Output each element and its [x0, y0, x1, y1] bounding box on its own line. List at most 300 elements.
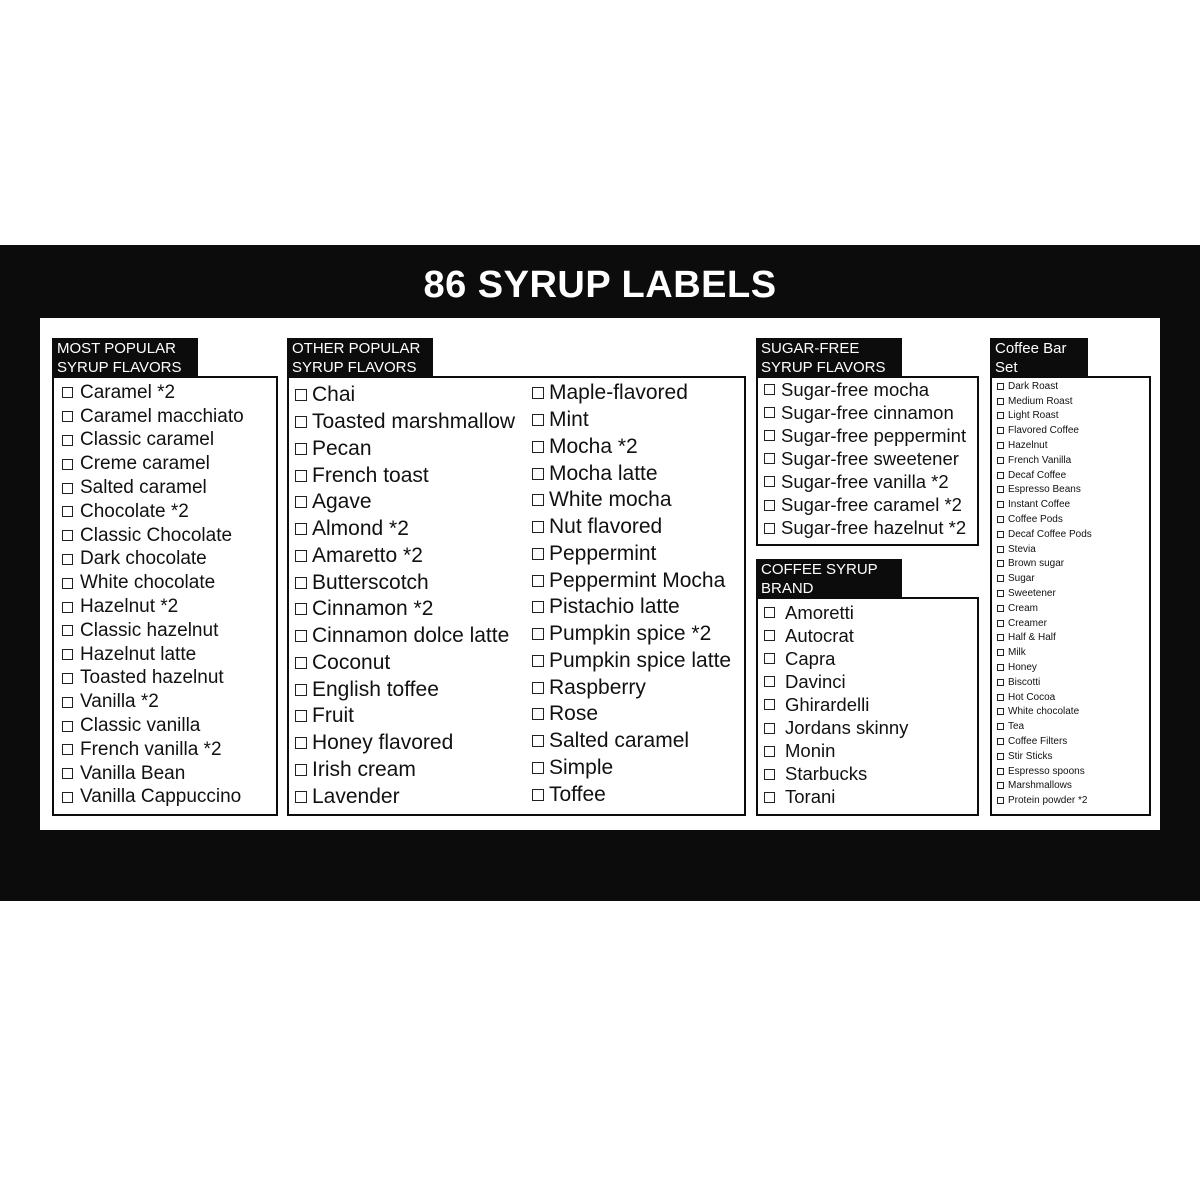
- checkbox-icon[interactable]: [997, 738, 1004, 745]
- header-line: COFFEE SYRUP: [761, 561, 878, 578]
- checkbox-icon[interactable]: [997, 531, 1004, 538]
- checkbox-icon[interactable]: [997, 768, 1004, 775]
- checkbox-icon[interactable]: [997, 398, 1004, 405]
- list-item: [295, 783, 515, 810]
- item-label: Caramel *2: [80, 381, 176, 403]
- checkbox-icon[interactable]: [295, 577, 307, 589]
- list-item: [295, 757, 515, 784]
- header-line: Set: [995, 359, 1018, 376]
- header-line: SYRUP FLAVORS: [292, 359, 417, 376]
- item-label: Creamer: [1008, 617, 1047, 629]
- header-line: MOST POPULAR: [57, 340, 176, 357]
- checkbox-icon[interactable]: [295, 496, 307, 508]
- item-label: Vanilla Bean: [80, 762, 186, 784]
- checkbox-icon[interactable]: [62, 649, 73, 660]
- list-item: [764, 624, 908, 647]
- header-line: Coffee Bar: [995, 340, 1067, 357]
- list-item: [764, 378, 966, 401]
- item-label: Capra: [785, 647, 836, 669]
- coffee-bar-header: [990, 338, 1088, 378]
- list-item: [764, 670, 908, 693]
- item-label: Fruit: [312, 704, 354, 728]
- item-label: Classic vanilla: [80, 715, 201, 737]
- item-label: Instant Coffee: [1008, 499, 1071, 511]
- list-item: [532, 541, 731, 568]
- header-line: SUGAR-FREE: [761, 340, 860, 357]
- checkbox-icon[interactable]: [532, 575, 544, 587]
- item-label: Milk: [1008, 647, 1026, 659]
- checkbox-icon[interactable]: [997, 427, 1004, 434]
- list-item: [997, 734, 1092, 749]
- list-item: [532, 755, 731, 782]
- checkbox-icon[interactable]: [997, 797, 1004, 804]
- checkbox-icon[interactable]: [62, 483, 73, 494]
- list-item: [997, 527, 1092, 542]
- item-label: Caramel macchiato: [80, 405, 244, 427]
- item-label: Dark Roast: [1008, 380, 1059, 392]
- list-item: [295, 543, 515, 570]
- item-label: Almond *2: [312, 517, 409, 541]
- other-popular-header: [287, 338, 433, 378]
- item-label: Coffee Filters: [1008, 736, 1068, 748]
- list-item: [295, 489, 515, 516]
- item-label: Brown sugar: [1008, 558, 1065, 570]
- item-label: French vanilla *2: [80, 738, 222, 760]
- list-item: [764, 786, 908, 809]
- item-label: Hot Cocoa: [1008, 691, 1056, 703]
- checkbox-icon[interactable]: [997, 412, 1004, 419]
- list-item: [997, 453, 1092, 468]
- list-item: [997, 779, 1092, 794]
- item-label: Espresso spoons: [1008, 765, 1085, 777]
- list-item: [62, 595, 244, 619]
- list-item: [764, 447, 966, 470]
- item-label: Toasted marshmallow: [312, 410, 516, 434]
- checkbox-icon[interactable]: [997, 605, 1004, 612]
- checkbox-icon[interactable]: [997, 753, 1004, 760]
- list-item: [295, 676, 515, 703]
- list-item: [62, 524, 244, 548]
- list-item: [532, 567, 731, 594]
- list-item: [532, 781, 731, 808]
- checkbox-icon[interactable]: [62, 792, 73, 803]
- checkbox-icon[interactable]: [62, 625, 73, 636]
- item-label: Sugar-free caramel *2: [781, 494, 962, 516]
- checkbox-icon[interactable]: [764, 384, 775, 395]
- list-item: [532, 407, 731, 434]
- list-item: [532, 380, 731, 407]
- item-label: Sugar-free hazelnut *2: [781, 517, 967, 539]
- item-label: Cinnamon dolce latte: [312, 624, 510, 648]
- list-item: [997, 616, 1092, 631]
- list-item: [997, 423, 1092, 438]
- checkbox-icon[interactable]: [295, 764, 307, 776]
- list-item: [295, 596, 515, 623]
- list-item: [532, 514, 731, 541]
- checkbox-icon[interactable]: [997, 486, 1004, 493]
- list-item: [532, 674, 731, 701]
- checkbox-icon[interactable]: [997, 516, 1004, 523]
- header-line: BRAND: [761, 580, 814, 597]
- list-item: [764, 517, 966, 540]
- brand-list: [764, 601, 908, 809]
- list-item: [997, 571, 1092, 586]
- checkbox-icon[interactable]: [532, 682, 544, 694]
- checkbox-icon[interactable]: [997, 560, 1004, 567]
- checkbox-icon[interactable]: [764, 746, 775, 757]
- list-item: [997, 675, 1092, 690]
- list-item: [764, 763, 908, 786]
- checkbox-icon[interactable]: [997, 649, 1004, 656]
- item-label: Monin: [785, 740, 836, 762]
- item-label: French toast: [312, 463, 429, 487]
- checkbox-icon[interactable]: [764, 723, 775, 734]
- item-label: Jordans skinny: [785, 717, 909, 739]
- list-item: [295, 382, 515, 409]
- item-label: Sugar-free vanilla *2: [781, 470, 949, 492]
- list-item: [295, 436, 515, 463]
- item-label: Ghirardelli: [785, 693, 870, 715]
- list-item: [62, 452, 244, 476]
- checkbox-icon[interactable]: [295, 710, 307, 722]
- item-label: Sugar-free sweetener: [781, 447, 959, 469]
- list-item: [997, 631, 1092, 646]
- list-item: [532, 594, 731, 621]
- list-item: [62, 548, 244, 572]
- item-label: Hazelnut latte: [80, 643, 197, 665]
- item-label: Honey flavored: [312, 731, 454, 755]
- checkbox-icon[interactable]: [997, 442, 1004, 449]
- list-item: [997, 645, 1092, 660]
- list-item: [532, 728, 731, 755]
- list-item: [997, 468, 1092, 483]
- list-item: [62, 571, 244, 595]
- checkbox-icon[interactable]: [62, 697, 73, 708]
- checkbox-icon[interactable]: [295, 470, 307, 482]
- checkbox-icon[interactable]: [997, 634, 1004, 641]
- item-label: Starbucks: [785, 763, 868, 785]
- item-label: Mint: [549, 408, 589, 432]
- item-label: Coconut: [312, 650, 391, 674]
- checkbox-icon[interactable]: [532, 387, 544, 399]
- list-item: [997, 601, 1092, 616]
- item-label: Davinci: [785, 670, 846, 692]
- list-item: [997, 705, 1092, 720]
- checkbox-icon[interactable]: [997, 472, 1004, 479]
- list-item: [997, 497, 1092, 512]
- checkbox-icon[interactable]: [295, 630, 307, 642]
- checkbox-icon[interactable]: [764, 476, 775, 487]
- list-item: [62, 690, 244, 714]
- list-item: [997, 690, 1092, 705]
- item-label: Vanilla Cappuccino: [80, 786, 242, 808]
- item-label: Agave: [312, 490, 372, 514]
- list-item: [997, 483, 1092, 498]
- list-item: [295, 650, 515, 677]
- checkbox-icon[interactable]: [764, 607, 775, 618]
- checkbox-icon[interactable]: [62, 435, 73, 446]
- checkbox-icon[interactable]: [532, 735, 544, 747]
- checkbox-icon[interactable]: [295, 523, 307, 535]
- checkbox-icon[interactable]: [764, 523, 775, 534]
- checkbox-icon[interactable]: [62, 387, 73, 398]
- list-item: [764, 424, 966, 447]
- checkbox-icon[interactable]: [764, 453, 775, 464]
- list-item: [532, 434, 731, 461]
- list-item: [997, 749, 1092, 764]
- checkbox-icon[interactable]: [62, 768, 73, 779]
- item-label: Stir Sticks: [1008, 750, 1053, 762]
- item-label: Pistachio latte: [549, 595, 680, 619]
- checkbox-icon[interactable]: [997, 694, 1004, 701]
- list-item: [997, 660, 1092, 675]
- item-label: Torani: [785, 786, 836, 808]
- header-line: SYRUP FLAVORS: [57, 359, 182, 376]
- list-item: [532, 487, 731, 514]
- item-label: Pumpkin spice latte: [549, 648, 732, 672]
- item-label: Toffee: [549, 782, 606, 806]
- checkbox-icon[interactable]: [532, 414, 544, 426]
- checkbox-icon[interactable]: [997, 546, 1004, 553]
- item-label: Stevia: [1008, 543, 1036, 555]
- list-item: [764, 401, 966, 424]
- item-label: Sugar-free mocha: [781, 378, 930, 400]
- checkbox-icon[interactable]: [62, 530, 73, 541]
- item-label: Butterscotch: [312, 570, 429, 594]
- item-label: Peppermint: [549, 541, 657, 565]
- item-label: Pecan: [312, 436, 372, 460]
- item-label: White chocolate: [80, 572, 216, 594]
- item-label: White mocha: [549, 488, 672, 512]
- checkbox-icon[interactable]: [295, 603, 307, 615]
- item-label: Mocha *2: [549, 434, 638, 458]
- most-popular-header: [52, 338, 198, 378]
- checkbox-icon[interactable]: [295, 416, 307, 428]
- coffee-bar-list: [997, 379, 1092, 808]
- checkbox-icon[interactable]: [532, 494, 544, 506]
- list-item: [997, 586, 1092, 601]
- list-item: [997, 394, 1092, 409]
- checkbox-icon[interactable]: [295, 443, 307, 455]
- item-label: Classic caramel: [80, 429, 215, 451]
- other-popular-list-col1: [295, 382, 515, 810]
- item-label: Hazelnut *2: [80, 596, 179, 618]
- checkbox-icon[interactable]: [295, 737, 307, 749]
- list-item: [764, 716, 908, 739]
- item-label: Light Roast: [1008, 410, 1059, 422]
- list-item: [62, 381, 244, 405]
- list-item: [532, 460, 731, 487]
- checkbox-icon[interactable]: [532, 548, 544, 560]
- checkbox-icon[interactable]: [62, 554, 73, 565]
- checkbox-icon[interactable]: [532, 762, 544, 774]
- checkbox-icon[interactable]: [62, 578, 73, 589]
- item-label: Decaf Coffee: [1008, 469, 1067, 481]
- item-label: Protein powder *2: [1008, 795, 1088, 807]
- item-label: Rose: [549, 702, 599, 726]
- item-label: Raspberry: [549, 675, 646, 699]
- list-item: [62, 429, 244, 453]
- list-item: [997, 542, 1092, 557]
- item-label: Classic hazelnut: [80, 619, 219, 641]
- checkbox-icon[interactable]: [997, 664, 1004, 671]
- item-label: Chocolate *2: [80, 500, 189, 522]
- item-label: Simple: [549, 755, 614, 779]
- checkbox-icon[interactable]: [62, 744, 73, 755]
- item-label: Hazelnut: [1008, 440, 1048, 452]
- brand-header: [756, 559, 902, 599]
- checkbox-icon[interactable]: [997, 620, 1004, 627]
- list-item: [997, 793, 1092, 808]
- sugar-free-list: [764, 378, 966, 540]
- checkbox-icon[interactable]: [532, 628, 544, 640]
- header-line: SYRUP FLAVORS: [761, 359, 886, 376]
- item-label: Dark chocolate: [80, 548, 207, 570]
- list-item: [295, 703, 515, 730]
- header-line: OTHER POPULAR: [292, 340, 421, 357]
- list-item: [295, 409, 515, 436]
- other-popular-list-col2: [532, 380, 731, 808]
- item-label: Salted caramel: [80, 477, 207, 499]
- list-item: [764, 601, 908, 624]
- list-item: [295, 569, 515, 596]
- list-item: [764, 470, 966, 493]
- checkbox-icon[interactable]: [764, 769, 775, 780]
- checkbox-icon[interactable]: [62, 602, 73, 613]
- item-label: Nut flavored: [549, 515, 663, 539]
- item-label: Chai: [312, 383, 356, 407]
- item-label: White chocolate: [1008, 706, 1080, 718]
- list-item: [295, 623, 515, 650]
- checkbox-icon[interactable]: [764, 653, 775, 664]
- checkbox-icon[interactable]: [997, 590, 1004, 597]
- list-item: [764, 740, 908, 763]
- list-item: [532, 648, 731, 675]
- checkbox-icon[interactable]: [295, 791, 307, 803]
- list-item: [532, 621, 731, 648]
- checkbox-icon[interactable]: [532, 655, 544, 667]
- item-label: Cinnamon *2: [312, 597, 434, 621]
- most-popular-list: [62, 381, 244, 809]
- item-label: Vanilla *2: [80, 691, 159, 713]
- item-label: Mocha latte: [549, 461, 658, 485]
- item-label: Tea: [1008, 721, 1025, 733]
- checkbox-icon[interactable]: [62, 721, 73, 732]
- item-label: Biscotti: [1008, 676, 1041, 688]
- item-label: Medium Roast: [1008, 395, 1073, 407]
- checkbox-icon[interactable]: [997, 723, 1004, 730]
- sugar-free-header: [756, 338, 902, 378]
- checkbox-icon[interactable]: [532, 521, 544, 533]
- item-label: Marshmallows: [1008, 780, 1072, 792]
- list-item: [62, 643, 244, 667]
- item-label: Sugar-free cinnamon: [781, 401, 954, 423]
- item-label: Creme caramel: [80, 453, 210, 475]
- checkbox-icon[interactable]: [997, 457, 1004, 464]
- item-label: Coffee Pods: [1008, 514, 1063, 526]
- checkbox-icon[interactable]: [764, 699, 775, 710]
- checkbox-icon[interactable]: [997, 383, 1004, 390]
- list-item: [62, 476, 244, 500]
- checkbox-icon[interactable]: [997, 501, 1004, 508]
- list-item: [295, 516, 515, 543]
- checkbox-icon[interactable]: [62, 411, 73, 422]
- item-label: Peppermint Mocha: [549, 568, 726, 592]
- list-item: [997, 764, 1092, 779]
- item-label: Amaretto *2: [312, 543, 423, 567]
- checkbox-icon[interactable]: [295, 550, 307, 562]
- item-label: Lavender: [312, 784, 400, 808]
- item-label: French Vanilla: [1008, 454, 1072, 466]
- list-item: [295, 730, 515, 757]
- checkbox-icon[interactable]: [997, 708, 1004, 715]
- list-item: [295, 462, 515, 489]
- item-label: Toasted hazelnut: [80, 667, 224, 689]
- checkbox-icon[interactable]: [295, 684, 307, 696]
- list-item: [997, 512, 1092, 527]
- checkbox-icon[interactable]: [62, 673, 73, 684]
- checkbox-icon[interactable]: [295, 389, 307, 401]
- list-item: [62, 786, 244, 810]
- list-item: [62, 500, 244, 524]
- item-label: Salted caramel: [549, 729, 690, 753]
- checkbox-icon[interactable]: [62, 459, 73, 470]
- checkbox-icon[interactable]: [532, 789, 544, 801]
- list-item: [764, 693, 908, 716]
- checkbox-icon[interactable]: [997, 575, 1004, 582]
- item-label: Irish cream: [312, 757, 416, 781]
- checkbox-icon[interactable]: [532, 441, 544, 453]
- item-label: Sugar: [1008, 573, 1035, 585]
- checkbox-icon[interactable]: [764, 792, 775, 803]
- list-item: [997, 438, 1092, 453]
- item-label: Classic Chocolate: [80, 524, 233, 546]
- list-item: [62, 405, 244, 429]
- item-label: Sweetener: [1008, 588, 1056, 600]
- checkbox-icon[interactable]: [764, 407, 775, 418]
- list-item: [997, 557, 1092, 572]
- list-item: [62, 619, 244, 643]
- item-label: Cream: [1008, 602, 1039, 614]
- list-item: [764, 647, 908, 670]
- item-label: Maple-flavored: [549, 381, 688, 405]
- item-label: Flavored Coffee: [1008, 425, 1079, 437]
- checkbox-icon[interactable]: [532, 708, 544, 720]
- checkbox-icon[interactable]: [764, 676, 775, 687]
- item-label: Sugar-free peppermint: [781, 424, 967, 446]
- checkbox-icon[interactable]: [997, 782, 1004, 789]
- checkbox-icon[interactable]: [764, 430, 775, 441]
- list-item: [62, 714, 244, 738]
- checkbox-icon[interactable]: [997, 679, 1004, 686]
- item-label: Amoretti: [785, 601, 854, 623]
- item-label: Autocrat: [785, 624, 854, 646]
- checkbox-icon[interactable]: [62, 506, 73, 517]
- checkbox-icon[interactable]: [532, 601, 544, 613]
- checkbox-icon[interactable]: [764, 500, 775, 511]
- checkbox-icon[interactable]: [532, 468, 544, 480]
- list-item: [997, 719, 1092, 734]
- list-item: [62, 667, 244, 691]
- checkbox-icon[interactable]: [295, 657, 307, 669]
- list-item: [997, 409, 1092, 424]
- list-item: [62, 738, 244, 762]
- list-item: [764, 493, 966, 516]
- list-item: [532, 701, 731, 728]
- item-label: Decaf Coffee Pods: [1008, 528, 1092, 540]
- item-label: Honey: [1008, 662, 1037, 674]
- checkbox-icon[interactable]: [764, 630, 775, 641]
